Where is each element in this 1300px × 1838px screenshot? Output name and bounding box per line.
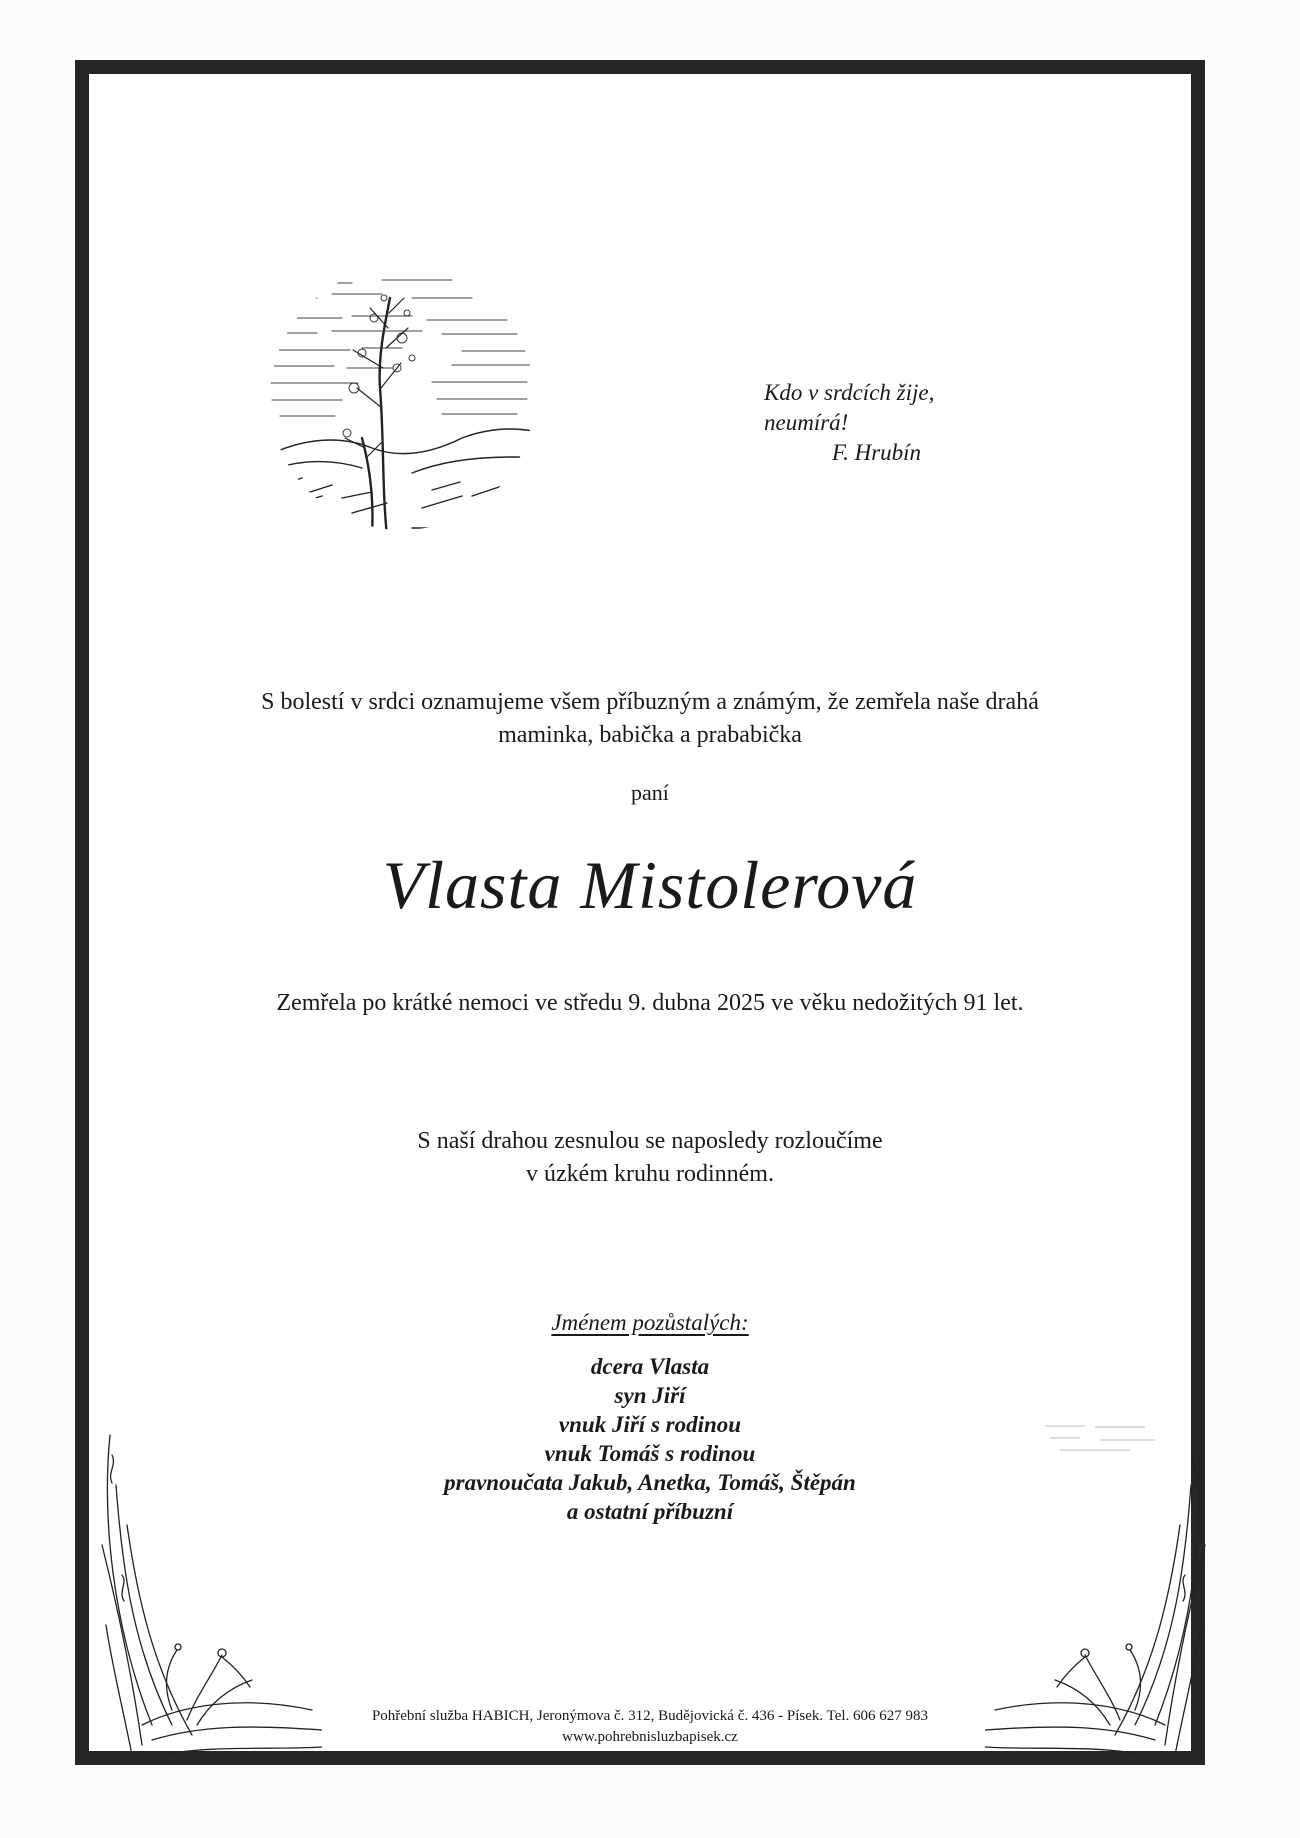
survivor-item: syn Jiří	[614, 1383, 686, 1408]
farewell-text	[160, 1125, 1140, 1191]
funeral-service-info: Pohřební služba HABICH, Jeronýmova č. 312, Budějovická č. 436 - Písek. Tel. 606 627 983	[371, 1708, 929, 1724]
announcement-text	[160, 686, 1140, 752]
tree-landscape-icon	[262, 258, 542, 548]
honorific: paní	[631, 780, 669, 805]
survivors-heading: Jménem pozůstalých:	[551, 1310, 749, 1335]
deceased-name: Vlasta Mistolerová	[382, 847, 918, 923]
funeral-service-website[interactable]: www.pohrebnisluzbapisek.cz	[562, 1729, 738, 1745]
faint-scribble-icon	[1040, 1418, 1170, 1458]
announcement-line-2: maminka, babička a prababička	[498, 722, 802, 748]
announcement-line-1: S bolestí v srdci oznamujeme všem příbuzným a známým, že zemřela naše drahá	[261, 689, 1039, 715]
survivor-item: pravnoučata Jakub, Anetka, Tomáš, Štěpán	[444, 1470, 856, 1495]
survivor-item: dcera Vlasta	[590, 1354, 710, 1379]
survivor-item: vnuk Tomáš s rodinou	[544, 1441, 756, 1466]
survivor-item: vnuk Jiří s rodinou	[558, 1412, 742, 1437]
quote-line-2: neumírá!	[764, 410, 849, 435]
survivor-item: a ostatní příbuzní	[566, 1499, 734, 1524]
farewell-line-2: v úzkém kruhu rodinném.	[526, 1161, 774, 1187]
quote-line-1: Kdo v srdcích žije,	[764, 380, 935, 405]
quote-author: F. Hrubín	[832, 440, 922, 465]
farewell-line-1: S naší drahou zesnulou se naposledy rozloučíme	[417, 1128, 883, 1154]
memorial-quote	[764, 378, 934, 468]
death-details: Zemřela po krátké nemoci ve středu 9. dubna 2025 ve věku nedožitých 91 let.	[276, 990, 1024, 1016]
